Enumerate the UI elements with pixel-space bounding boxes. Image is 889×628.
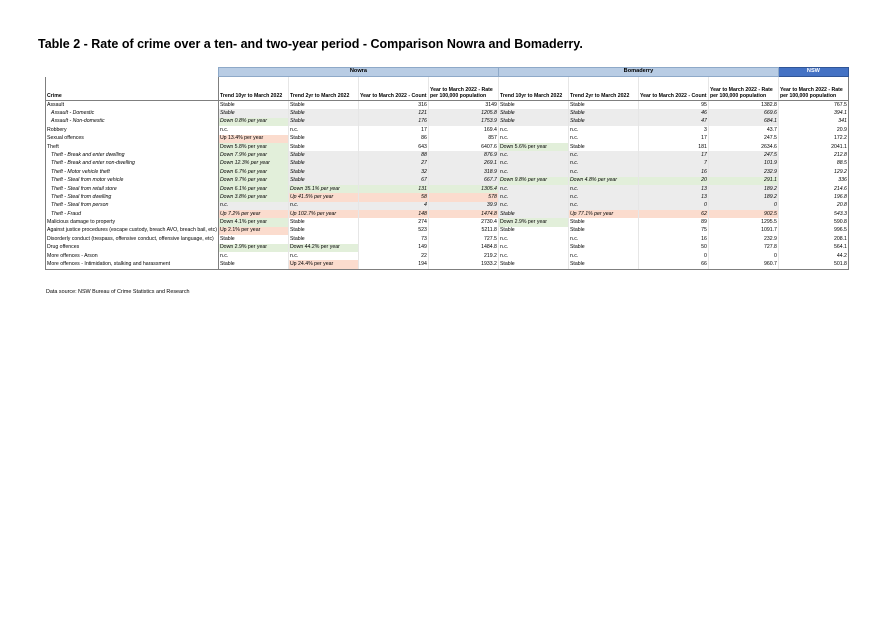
cell-nowra-rate: 857 [428, 135, 498, 143]
cell-nowra-trend10: Up 13.4% per year [218, 135, 288, 143]
cell-bomaderry-rate: 0 [708, 202, 778, 210]
cell-crime: Disorderly conduct (trespass, offensive conduct, offensive language, etc) [46, 235, 219, 243]
cell-bomaderry-trend10: Down 2.9% per year [498, 218, 568, 226]
cell-nowra-trend10: Stable [218, 235, 288, 243]
col-header-nowra-trend2: Trend 2yr to March 2022 [288, 77, 358, 101]
cell-nowra-trend2: Stable [288, 151, 358, 159]
cell-nowra-trend10: n.c. [218, 252, 288, 260]
table-row [46, 260, 849, 269]
cell-nowra-rate: 3149 [428, 101, 498, 110]
cell-bomaderry-trend2: Stable [568, 143, 638, 151]
cell-bomaderry-rate: 189.2 [708, 193, 778, 201]
cell-bomaderry-rate: 189.2 [708, 185, 778, 193]
group-header-nowra: Nowra [218, 68, 498, 77]
cell-nowra-count: 27 [358, 160, 428, 168]
cell-bomaderry-count: 13 [638, 193, 708, 201]
cell-bomaderry-count: 95 [638, 101, 708, 110]
cell-nowra-trend2: Stable [288, 160, 358, 168]
table-row [46, 118, 849, 126]
cell-nowra-count: 73 [358, 235, 428, 243]
cell-bomaderry-trend2: Stable [568, 227, 638, 235]
cell-bomaderry-trend2: n.c. [568, 193, 638, 201]
cell-bomaderry-trend2: n.c. [568, 160, 638, 168]
cell-nsw-rate: 996.5 [778, 227, 848, 235]
table-row [46, 252, 849, 260]
cell-nowra-rate: 169.4 [428, 126, 498, 134]
cell-bomaderry-trend2: Stable [568, 101, 638, 110]
cell-bomaderry-trend10: Down 5.6% per year [498, 143, 568, 151]
cell-bomaderry-count: 89 [638, 218, 708, 226]
table-row [46, 160, 849, 168]
cell-bomaderry-trend10: n.c. [498, 126, 568, 134]
cell-bomaderry-rate: 669.6 [708, 109, 778, 117]
cell-bomaderry-count: 50 [638, 244, 708, 252]
cell-nowra-rate: 667.7 [428, 177, 498, 185]
cell-nowra-trend2: Stable [288, 177, 358, 185]
cell-nowra-trend10: Down 7.9% per year [218, 151, 288, 159]
cell-bomaderry-rate: 1091.7 [708, 227, 778, 235]
cell-nowra-trend10: Stable [218, 260, 288, 269]
cell-bomaderry-trend10: Down 9.8% per year [498, 177, 568, 185]
cell-nowra-count: 32 [358, 168, 428, 176]
cell-crime: Theft - Steal from motor vehicle [46, 177, 219, 185]
cell-bomaderry-trend10: n.c. [498, 185, 568, 193]
cell-nowra-trend2: Up 24.4% per year [288, 260, 358, 269]
cell-bomaderry-trend2: n.c. [568, 126, 638, 134]
cell-nowra-trend10: Down 0.8% per year [218, 118, 288, 126]
cell-nowra-trend2: n.c. [288, 202, 358, 210]
cell-nsw-rate: 214.6 [778, 185, 848, 193]
cell-nowra-rate: 269.1 [428, 160, 498, 168]
cell-crime: Theft - Steal from dwelling [46, 193, 219, 201]
table-row [46, 101, 849, 110]
cell-nowra-count: 148 [358, 210, 428, 218]
cell-nsw-rate: 208.1 [778, 235, 848, 243]
col-header-bomaderry-count: Year to March 2022 - Count [638, 77, 708, 101]
cell-nowra-trend2: Stable [288, 218, 358, 226]
cell-nsw-rate: 212.8 [778, 151, 848, 159]
cell-nowra-rate: 876.9 [428, 151, 498, 159]
table-row [46, 244, 849, 252]
cell-bomaderry-count: 17 [638, 151, 708, 159]
cell-crime: Assault - Domestic [46, 109, 219, 117]
cell-bomaderry-count: 3 [638, 126, 708, 134]
cell-bomaderry-count: 13 [638, 185, 708, 193]
cell-nsw-rate: 336 [778, 177, 848, 185]
cell-bomaderry-rate: 902.5 [708, 210, 778, 218]
cell-nowra-rate: 1305.4 [428, 185, 498, 193]
cell-bomaderry-trend10: n.c. [498, 235, 568, 243]
cell-nowra-count: 131 [358, 185, 428, 193]
cell-bomaderry-rate: 247.5 [708, 135, 778, 143]
cell-nowra-rate: 6407.6 [428, 143, 498, 151]
cell-nowra-rate: 727.5 [428, 235, 498, 243]
cell-crime: Theft - Motor vehicle theft [46, 168, 219, 176]
cell-bomaderry-trend10: n.c. [498, 244, 568, 252]
cell-bomaderry-trend10: n.c. [498, 160, 568, 168]
cell-nowra-count: 316 [358, 101, 428, 110]
cell-bomaderry-rate: 43.7 [708, 126, 778, 134]
cell-bomaderry-trend10: Stable [498, 109, 568, 117]
cell-nsw-rate: 44.2 [778, 252, 848, 260]
cell-crime: Theft - Fraud [46, 210, 219, 218]
cell-nowra-count: 88 [358, 151, 428, 159]
cell-nowra-count: 523 [358, 227, 428, 235]
cell-nowra-rate: 1753.9 [428, 118, 498, 126]
table-body [46, 101, 849, 270]
table-row [46, 235, 849, 243]
cell-bomaderry-trend10: Stable [498, 118, 568, 126]
col-header-crime: Crime [46, 77, 219, 101]
cell-bomaderry-rate: 1382.8 [708, 101, 778, 110]
cell-crime: Theft - Break and enter dwelling [46, 151, 219, 159]
cell-bomaderry-count: 16 [638, 235, 708, 243]
cell-bomaderry-rate: 960.7 [708, 260, 778, 269]
cell-nowra-trend2: n.c. [288, 126, 358, 134]
cell-bomaderry-rate: 232.9 [708, 168, 778, 176]
cell-crime: Robbery [46, 126, 219, 134]
cell-crime: Drug offences [46, 244, 219, 252]
table-row [46, 143, 849, 151]
col-header-nsw-rate: Year to March 2022 - Rate per 100,000 population [778, 77, 848, 101]
cell-nowra-trend2: Up 102.7% per year [288, 210, 358, 218]
cell-bomaderry-count: 66 [638, 260, 708, 269]
cell-bomaderry-trend10: n.c. [498, 193, 568, 201]
cell-bomaderry-count: 20 [638, 177, 708, 185]
cell-crime: Assault [46, 101, 219, 110]
cell-bomaderry-rate: 0 [708, 252, 778, 260]
cell-nowra-trend10: n.c. [218, 126, 288, 134]
cell-nowra-trend10: Down 3.8% per year [218, 193, 288, 201]
cell-bomaderry-count: 47 [638, 118, 708, 126]
cell-bomaderry-count: 0 [638, 202, 708, 210]
cell-bomaderry-trend10: Stable [498, 260, 568, 269]
cell-bomaderry-trend2: n.c. [568, 151, 638, 159]
cell-nowra-rate: 1474.8 [428, 210, 498, 218]
cell-nsw-rate: 88.5 [778, 160, 848, 168]
cell-bomaderry-rate: 247.5 [708, 151, 778, 159]
cell-nsw-rate: 172.2 [778, 135, 848, 143]
cell-nowra-trend10: Down 5.8% per year [218, 143, 288, 151]
group-header-nsw: NSW [778, 68, 848, 77]
cell-nsw-rate: 543.3 [778, 210, 848, 218]
cell-bomaderry-count: 62 [638, 210, 708, 218]
cell-bomaderry-rate: 727.8 [708, 244, 778, 252]
cell-nowra-count: 58 [358, 193, 428, 201]
cell-crime: More offences - Arson [46, 252, 219, 260]
cell-bomaderry-trend2: n.c. [568, 185, 638, 193]
cell-nowra-trend2: n.c. [288, 252, 358, 260]
cell-nowra-trend2: Up 41.5% per year [288, 193, 358, 201]
cell-nowra-trend10: Stable [218, 109, 288, 117]
cell-nowra-trend10: Up 2.1% per year [218, 227, 288, 235]
cell-bomaderry-trend2: n.c. [568, 168, 638, 176]
table-row [46, 135, 849, 143]
cell-nowra-trend2: Stable [288, 109, 358, 117]
cell-crime: More offences - Intimidation, stalking and harassment [46, 260, 219, 269]
cell-bomaderry-trend10: Stable [498, 227, 568, 235]
cell-nsw-rate: 196.8 [778, 193, 848, 201]
table-row [46, 151, 849, 159]
cell-nsw-rate: 2041.1 [778, 143, 848, 151]
table-row [46, 177, 849, 185]
cell-nowra-rate: 578 [428, 193, 498, 201]
cell-crime: Assault - Non-domestic [46, 118, 219, 126]
cell-bomaderry-count: 16 [638, 168, 708, 176]
cell-crime: Theft - Break and enter non-dwelling [46, 160, 219, 168]
cell-bomaderry-trend10: n.c. [498, 135, 568, 143]
cell-bomaderry-trend2: n.c. [568, 252, 638, 260]
cell-bomaderry-trend10: n.c. [498, 202, 568, 210]
cell-bomaderry-count: 0 [638, 252, 708, 260]
col-header-bomaderry-trend2: Trend 2yr to March 2022 [568, 77, 638, 101]
table-row [46, 227, 849, 235]
cell-nowra-trend2: Stable [288, 168, 358, 176]
cell-nowra-count: 17 [358, 126, 428, 134]
cell-bomaderry-trend2: Stable [568, 109, 638, 117]
cell-nowra-trend2: Stable [288, 235, 358, 243]
cell-crime: Theft [46, 143, 219, 151]
cell-nowra-trend2: Stable [288, 227, 358, 235]
data-source-note: Data source: NSW Bureau of Crime Statistics and Research [46, 289, 190, 295]
cell-nsw-rate: 20.8 [778, 202, 848, 210]
cell-nowra-trend2: Stable [288, 135, 358, 143]
cell-bomaderry-trend10: n.c. [498, 168, 568, 176]
cell-bomaderry-count: 181 [638, 143, 708, 151]
cell-nsw-rate: 564.1 [778, 244, 848, 252]
cell-nowra-trend2: Stable [288, 101, 358, 110]
cell-nowra-trend2: Stable [288, 143, 358, 151]
cell-nowra-count: 643 [358, 143, 428, 151]
table-row [46, 109, 849, 117]
cell-nowra-trend10: Stable [218, 101, 288, 110]
table-row [46, 218, 849, 226]
cell-nowra-trend10: Down 4.1% per year [218, 218, 288, 226]
col-header-nowra-trend10: Trend 10yr to March 2022 [218, 77, 288, 101]
cell-nowra-trend10: Down 12.3% per year [218, 160, 288, 168]
cell-nsw-rate: 341 [778, 118, 848, 126]
cell-nsw-rate: 20.9 [778, 126, 848, 134]
cell-nowra-count: 4 [358, 202, 428, 210]
table-row [46, 210, 849, 218]
cell-bomaderry-trend10: n.c. [498, 252, 568, 260]
cell-bomaderry-trend2: n.c. [568, 202, 638, 210]
col-header-nowra-count: Year to March 2022 - Count [358, 77, 428, 101]
cell-bomaderry-rate: 1295.5 [708, 218, 778, 226]
cell-bomaderry-rate: 101.9 [708, 160, 778, 168]
cell-nowra-count: 86 [358, 135, 428, 143]
cell-bomaderry-count: 46 [638, 109, 708, 117]
cell-nowra-rate: 318.9 [428, 168, 498, 176]
cell-nowra-count: 149 [358, 244, 428, 252]
cell-crime: Sexual offences [46, 135, 219, 143]
cell-nowra-trend10: Down 9.7% per year [218, 177, 288, 185]
cell-nowra-trend10: Down 6.1% per year [218, 185, 288, 193]
cell-bomaderry-rate: 291.1 [708, 177, 778, 185]
cell-bomaderry-trend2: Stable [568, 260, 638, 269]
cell-nsw-rate: 501.8 [778, 260, 848, 269]
cell-crime: Malicious damage to property [46, 218, 219, 226]
cell-nowra-rate: 219.2 [428, 252, 498, 260]
table-row [46, 193, 849, 201]
table-title: Table 2 - Rate of crime over a ten- and two-year period - Comparison Nowra and Bomaderry. [38, 37, 583, 51]
cell-nowra-count: 274 [358, 218, 428, 226]
cell-bomaderry-count: 75 [638, 227, 708, 235]
cell-nowra-count: 121 [358, 109, 428, 117]
cell-bomaderry-trend10: Stable [498, 210, 568, 218]
cell-nowra-rate: 5211.8 [428, 227, 498, 235]
col-header-bomaderry-trend10: Trend 10yr to March 2022 [498, 77, 568, 101]
cell-bomaderry-trend2: Down 4.8% per year [568, 177, 638, 185]
cell-nowra-trend10: Down 2.9% per year [218, 244, 288, 252]
col-header-bomaderry-rate: Year to March 2022 - Rate per 100,000 population [708, 77, 778, 101]
cell-crime: Theft - Steal from person [46, 202, 219, 210]
table-row [46, 185, 849, 193]
cell-nowra-trend2: Down 35.1% per year [288, 185, 358, 193]
cell-bomaderry-count: 7 [638, 160, 708, 168]
cell-bomaderry-trend10: n.c. [498, 151, 568, 159]
cell-nsw-rate: 129.2 [778, 168, 848, 176]
cell-bomaderry-trend10: Stable [498, 101, 568, 110]
cell-crime: Theft - Steal from retail store [46, 185, 219, 193]
cell-bomaderry-trend2: Stable [568, 218, 638, 226]
cell-nowra-rate: 39.9 [428, 202, 498, 210]
table-row [46, 168, 849, 176]
cell-bomaderry-rate: 2634.6 [708, 143, 778, 151]
cell-nowra-trend10: Down 6.7% per year [218, 168, 288, 176]
cell-bomaderry-trend2: Up 77.1% per year [568, 210, 638, 218]
cell-nowra-count: 22 [358, 252, 428, 260]
cell-bomaderry-trend2: n.c. [568, 135, 638, 143]
cell-nowra-count: 67 [358, 177, 428, 185]
cell-bomaderry-count: 17 [638, 135, 708, 143]
cell-nsw-rate: 590.8 [778, 218, 848, 226]
cell-nowra-trend10: Up 7.2% per year [218, 210, 288, 218]
table-row [46, 126, 849, 134]
cell-bomaderry-trend2: Stable [568, 118, 638, 126]
cell-nsw-rate: 394.1 [778, 109, 848, 117]
cell-nowra-rate: 2730.4 [428, 218, 498, 226]
cell-bomaderry-trend2: n.c. [568, 235, 638, 243]
table-row [46, 202, 849, 210]
cell-bomaderry-rate: 232.9 [708, 235, 778, 243]
cell-nowra-trend2: Stable [288, 118, 358, 126]
crime-comparison-table [45, 67, 849, 270]
cell-bomaderry-trend2: Stable [568, 244, 638, 252]
col-header-nowra-rate: Year to March 2022 - Rate per 100,000 population [428, 77, 498, 101]
group-header-bomaderry: Bomaderry [498, 68, 778, 77]
cell-nowra-trend10: n.c. [218, 202, 288, 210]
cell-nowra-rate: 1933.2 [428, 260, 498, 269]
cell-nowra-trend2: Down 44.2% per year [288, 244, 358, 252]
cell-bomaderry-rate: 684.1 [708, 118, 778, 126]
cell-nowra-rate: 1484.8 [428, 244, 498, 252]
cell-nowra-rate: 1205.8 [428, 109, 498, 117]
cell-nowra-count: 194 [358, 260, 428, 269]
cell-crime: Against justice procedures (escape custody, breach AVO, breach bail, etc) [47, 227, 217, 234]
cell-nsw-rate: 767.5 [778, 101, 848, 110]
cell-nowra-count: 176 [358, 118, 428, 126]
